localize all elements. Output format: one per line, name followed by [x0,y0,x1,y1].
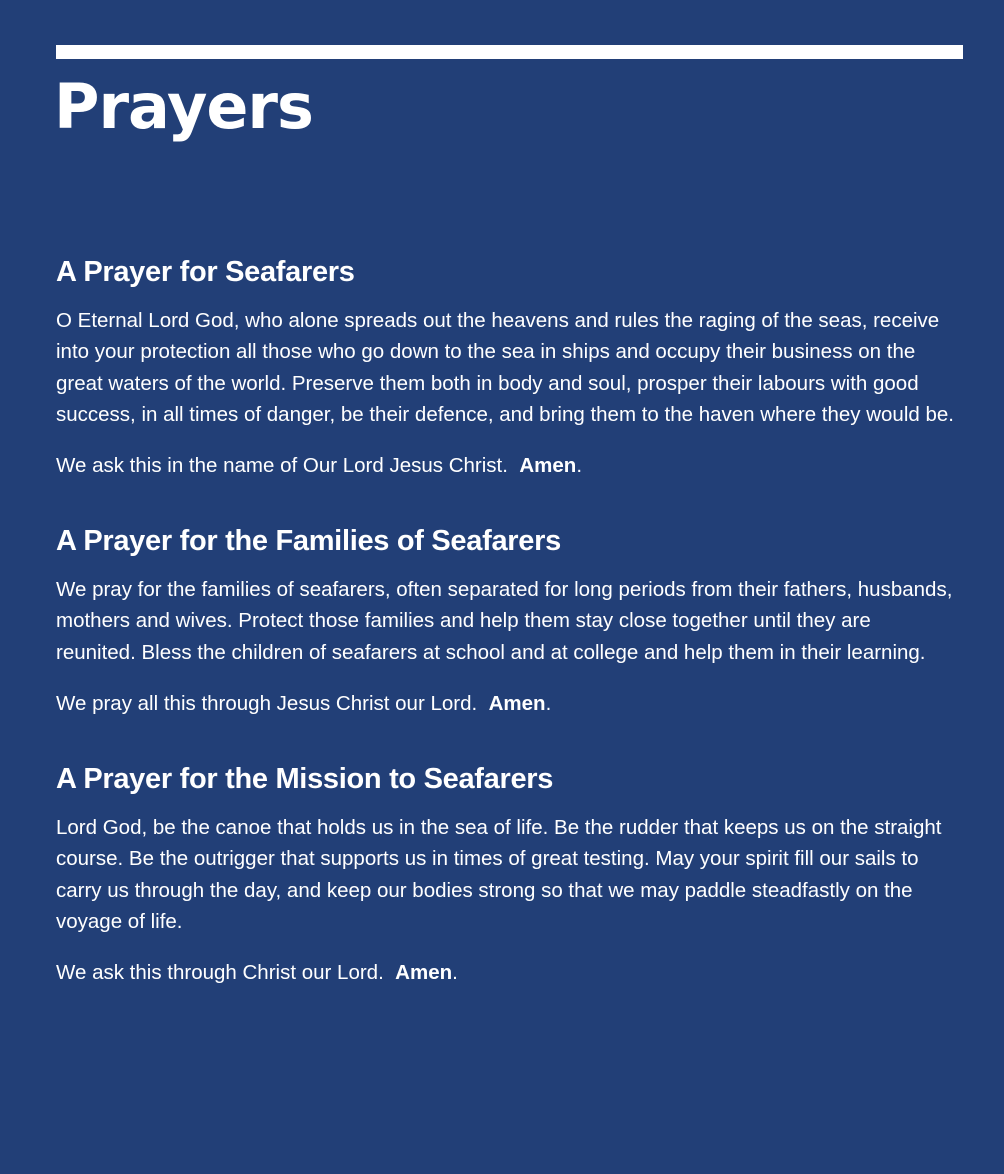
prayer-heading: A Prayer for the Mission to Seafarers [56,763,554,796]
prayer-closing [56,957,956,988]
prayer-body: Lord God, be the canoe that holds us in the sea of life. Be the rudder that keeps us on the straight course. Be the outrigger that supports us in times of great testing. May your spirit fill our sails to carry us through the day, and keep our bodies strong so that we may paddle steadfastly on the voyage of life. [56,816,942,933]
closing-text: We ask this in the name of Our Lord Jesus Christ. [56,454,520,478]
page-title: Prayers [54,70,313,143]
prayer-closing [56,688,956,719]
prayer-closing [56,450,956,481]
prayer-heading: A Prayer for Seafarers [56,256,355,288]
amen-text: Amen [488,692,546,716]
amen-text: Amen [519,454,577,478]
prayer-families [56,521,956,719]
prayers-section [56,252,956,1028]
closing-period: . [576,454,583,478]
closing-period: . [545,692,552,716]
amen-text: Amen [395,961,453,985]
closing-text: We ask this through Christ our Lord. [56,961,396,985]
prayer-heading: A Prayer for the Families of Seafarers [56,525,561,558]
closing-text: We pray all this through Jesus Christ our Lord. [56,692,489,716]
prayer-seafarers [56,252,956,481]
closing-period: . [452,961,458,985]
top-divider [56,45,963,59]
prayer-mission [56,759,956,988]
prayer-body: O Eternal Lord God, who alone spreads out the heavens and rules the raging of the seas, receive into your protection all those who go down to the sea in ships and occupy their business on the great waters of the world. Preserve them both in body and soul, prosper their labours with good success, in all times of danger, be their defence, and bring them to the haven where they would be. [56,309,954,426]
prayer-body: We pray for the families of seafarers, often separated for long periods from their fathers, husbands, mothers and wives. Protect those families and help them stay close together until they are reunited. Bless the children of seafarers at school and at college and help them in their learning. [56,578,953,664]
